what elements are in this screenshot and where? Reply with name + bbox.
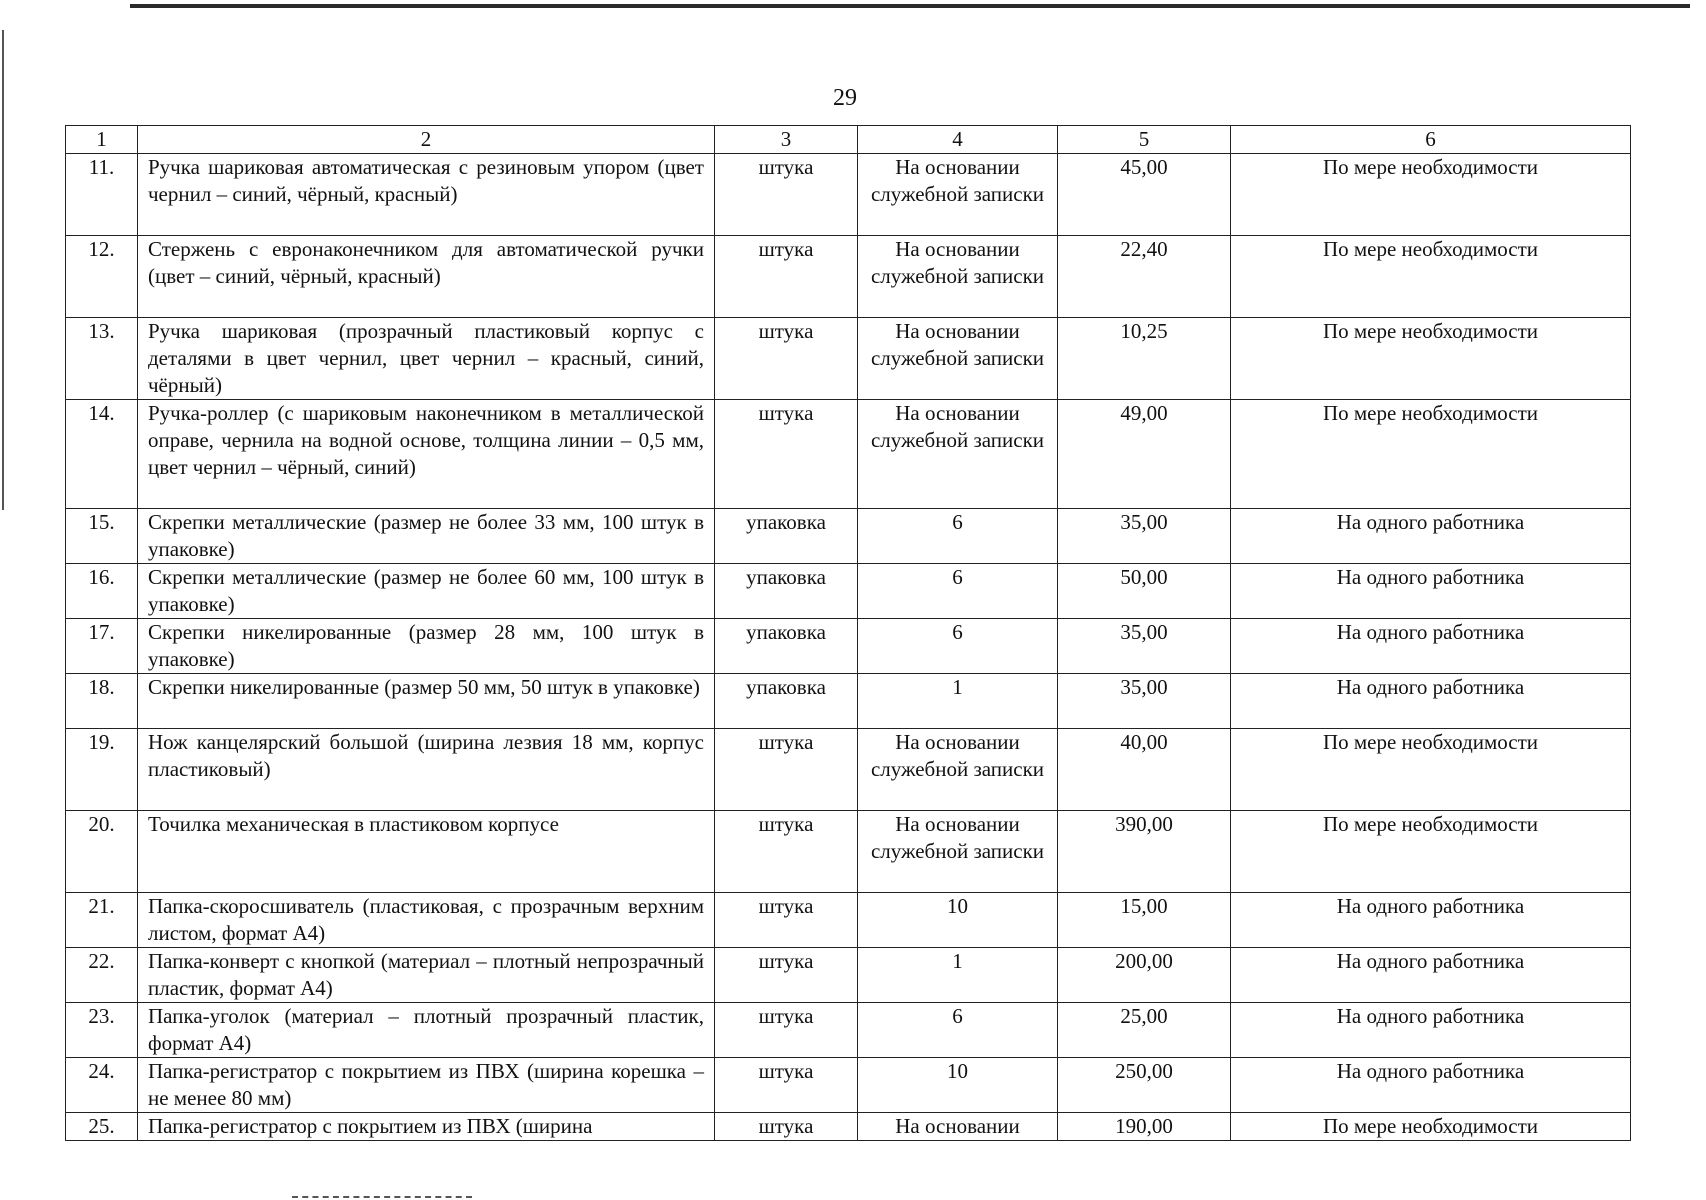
item-period: По мере необходимости bbox=[1231, 154, 1631, 236]
table-row bbox=[66, 1003, 1631, 1058]
item-price: 22,40 bbox=[1058, 236, 1231, 318]
item-unit: упаковка bbox=[715, 619, 858, 674]
item-name: Скрепки никелированные (размер 28 мм, 100 штук в упаковке) bbox=[138, 619, 715, 674]
row-number: 13. bbox=[66, 318, 138, 400]
item-period: По мере необходимости bbox=[1231, 1113, 1631, 1141]
table-row bbox=[66, 400, 1631, 509]
item-unit: упаковка bbox=[715, 509, 858, 564]
row-number: 18. bbox=[66, 674, 138, 729]
row-number: 24. bbox=[66, 1058, 138, 1113]
row-number: 14. bbox=[66, 400, 138, 509]
item-period: На одного работника bbox=[1231, 564, 1631, 619]
item-period: На одного работника bbox=[1231, 1058, 1631, 1113]
item-period: По мере необходимости bbox=[1231, 811, 1631, 893]
item-price: 25,00 bbox=[1058, 1003, 1231, 1058]
item-price: 390,00 bbox=[1058, 811, 1231, 893]
item-period: По мере необходимости bbox=[1231, 236, 1631, 318]
column-number-row bbox=[66, 126, 1631, 154]
item-quantity: 6 bbox=[858, 619, 1058, 674]
scan-left-edge bbox=[2, 30, 4, 510]
row-number: 25. bbox=[66, 1113, 138, 1141]
item-price: 190,00 bbox=[1058, 1113, 1231, 1141]
item-unit: штука bbox=[715, 893, 858, 948]
item-period: По мере необходимости bbox=[1231, 318, 1631, 400]
item-period: На одного работника bbox=[1231, 1003, 1631, 1058]
table-row bbox=[66, 893, 1631, 948]
item-unit: упаковка bbox=[715, 674, 858, 729]
item-name: Скрепки металлические (размер не более 60 мм, 100 штук в упаковке) bbox=[138, 564, 715, 619]
column-header: 6 bbox=[1231, 126, 1631, 154]
row-number: 22. bbox=[66, 948, 138, 1003]
item-quantity: 6 bbox=[858, 1003, 1058, 1058]
row-number: 16. bbox=[66, 564, 138, 619]
scan-top-edge bbox=[130, 4, 1690, 8]
column-header: 2 bbox=[138, 126, 715, 154]
item-unit: штука bbox=[715, 811, 858, 893]
item-quantity: 1 bbox=[858, 948, 1058, 1003]
item-price: 50,00 bbox=[1058, 564, 1231, 619]
item-name: Ручка шариковая (прозрачный пластиковый корпус с деталями в цвет чернил, цвет чернил – красный, синий, чёрный) bbox=[138, 318, 715, 400]
item-quantity: На основании служебной записки bbox=[858, 811, 1058, 893]
row-number: 23. bbox=[66, 1003, 138, 1058]
scan-bottom-mark bbox=[292, 1196, 472, 1198]
supplies-table bbox=[65, 125, 1631, 1141]
item-quantity: 10 bbox=[858, 1058, 1058, 1113]
item-price: 35,00 bbox=[1058, 674, 1231, 729]
item-name: Скрепки металлические (размер не более 33 мм, 100 штук в упаковке) bbox=[138, 509, 715, 564]
table-row bbox=[66, 564, 1631, 619]
item-price: 40,00 bbox=[1058, 729, 1231, 811]
table-row bbox=[66, 154, 1631, 236]
row-number: 21. bbox=[66, 893, 138, 948]
item-unit: штука bbox=[715, 400, 858, 509]
item-price: 250,00 bbox=[1058, 1058, 1231, 1113]
item-price: 49,00 bbox=[1058, 400, 1231, 509]
item-quantity: На основании bbox=[858, 1113, 1058, 1141]
item-name: Папка-конверт с кнопкой (материал – плотный непрозрачный пластик, формат А4) bbox=[138, 948, 715, 1003]
item-period: На одного работника bbox=[1231, 674, 1631, 729]
item-period: На одного работника bbox=[1231, 893, 1631, 948]
item-name: Ручка шариковая автоматическая с резиновым упором (цвет чернил – синий, чёрный, красный) bbox=[138, 154, 715, 236]
table-row bbox=[66, 509, 1631, 564]
item-price: 35,00 bbox=[1058, 509, 1231, 564]
item-name: Папка-регистратор с покрытием из ПВХ (ширина bbox=[138, 1113, 715, 1141]
column-header: 3 bbox=[715, 126, 858, 154]
item-name: Папка-уголок (материал – плотный прозрачный пластик, формат А4) bbox=[138, 1003, 715, 1058]
item-name: Папка-скоросшиватель (пластиковая, с прозрачным верхним листом, формат А4) bbox=[138, 893, 715, 948]
item-quantity: 6 bbox=[858, 509, 1058, 564]
item-unit: штука bbox=[715, 318, 858, 400]
column-header: 1 bbox=[66, 126, 138, 154]
table-row bbox=[66, 811, 1631, 893]
item-price: 45,00 bbox=[1058, 154, 1231, 236]
item-quantity: На основании служебной записки bbox=[858, 318, 1058, 400]
table-row bbox=[66, 948, 1631, 1003]
item-period: На одного работника bbox=[1231, 619, 1631, 674]
item-unit: штука bbox=[715, 1113, 858, 1141]
item-quantity: 6 bbox=[858, 564, 1058, 619]
item-price: 35,00 bbox=[1058, 619, 1231, 674]
item-price: 10,25 bbox=[1058, 318, 1231, 400]
item-name: Скрепки никелированные (размер 50 мм, 50 штук в упаковке) bbox=[138, 674, 715, 729]
item-quantity: 10 bbox=[858, 893, 1058, 948]
item-name: Ручка-роллер (с шариковым наконечником в металлической оправе, чернила на водной основе, толщина линии – 0,5 мм, цвет чернил – чёрный, синий) bbox=[138, 400, 715, 509]
table-row bbox=[66, 318, 1631, 400]
item-period: По мере необходимости bbox=[1231, 729, 1631, 811]
row-number: 19. bbox=[66, 729, 138, 811]
row-number: 15. bbox=[66, 509, 138, 564]
table-row bbox=[66, 619, 1631, 674]
item-quantity: На основании служебной записки bbox=[858, 154, 1058, 236]
item-unit: штука bbox=[715, 236, 858, 318]
item-quantity: На основании служебной записки bbox=[858, 400, 1058, 509]
item-name: Папка-регистратор с покрытием из ПВХ (ширина корешка – не менее 80 мм) bbox=[138, 1058, 715, 1113]
item-unit: упаковка bbox=[715, 564, 858, 619]
item-unit: штука bbox=[715, 1058, 858, 1113]
table-row bbox=[66, 1113, 1631, 1141]
item-period: По мере необходимости bbox=[1231, 400, 1631, 509]
column-header: 5 bbox=[1058, 126, 1231, 154]
table-row bbox=[66, 729, 1631, 811]
item-period: На одного работника bbox=[1231, 948, 1631, 1003]
item-name: Нож канцелярский большой (ширина лезвия 18 мм, корпус пластиковый) bbox=[138, 729, 715, 811]
item-quantity: На основании служебной записки bbox=[858, 729, 1058, 811]
item-period: На одного работника bbox=[1231, 509, 1631, 564]
item-unit: штука bbox=[715, 948, 858, 1003]
item-price: 200,00 bbox=[1058, 948, 1231, 1003]
item-name: Стержень с евронаконечником для автоматической ручки (цвет – синий, чёрный, красный) bbox=[138, 236, 715, 318]
row-number: 20. bbox=[66, 811, 138, 893]
page-number: 29 bbox=[833, 85, 857, 111]
item-unit: штука bbox=[715, 729, 858, 811]
item-quantity: 1 bbox=[858, 674, 1058, 729]
item-unit: штука bbox=[715, 1003, 858, 1058]
table-row bbox=[66, 1058, 1631, 1113]
row-number: 11. bbox=[66, 154, 138, 236]
row-number: 17. bbox=[66, 619, 138, 674]
item-unit: штука bbox=[715, 154, 858, 236]
item-name: Точилка механическая в пластиковом корпусе bbox=[138, 811, 715, 893]
item-price: 15,00 bbox=[1058, 893, 1231, 948]
table-row bbox=[66, 236, 1631, 318]
column-header: 4 bbox=[858, 126, 1058, 154]
row-number: 12. bbox=[66, 236, 138, 318]
table-row bbox=[66, 674, 1631, 729]
item-quantity: На основании служебной записки bbox=[858, 236, 1058, 318]
